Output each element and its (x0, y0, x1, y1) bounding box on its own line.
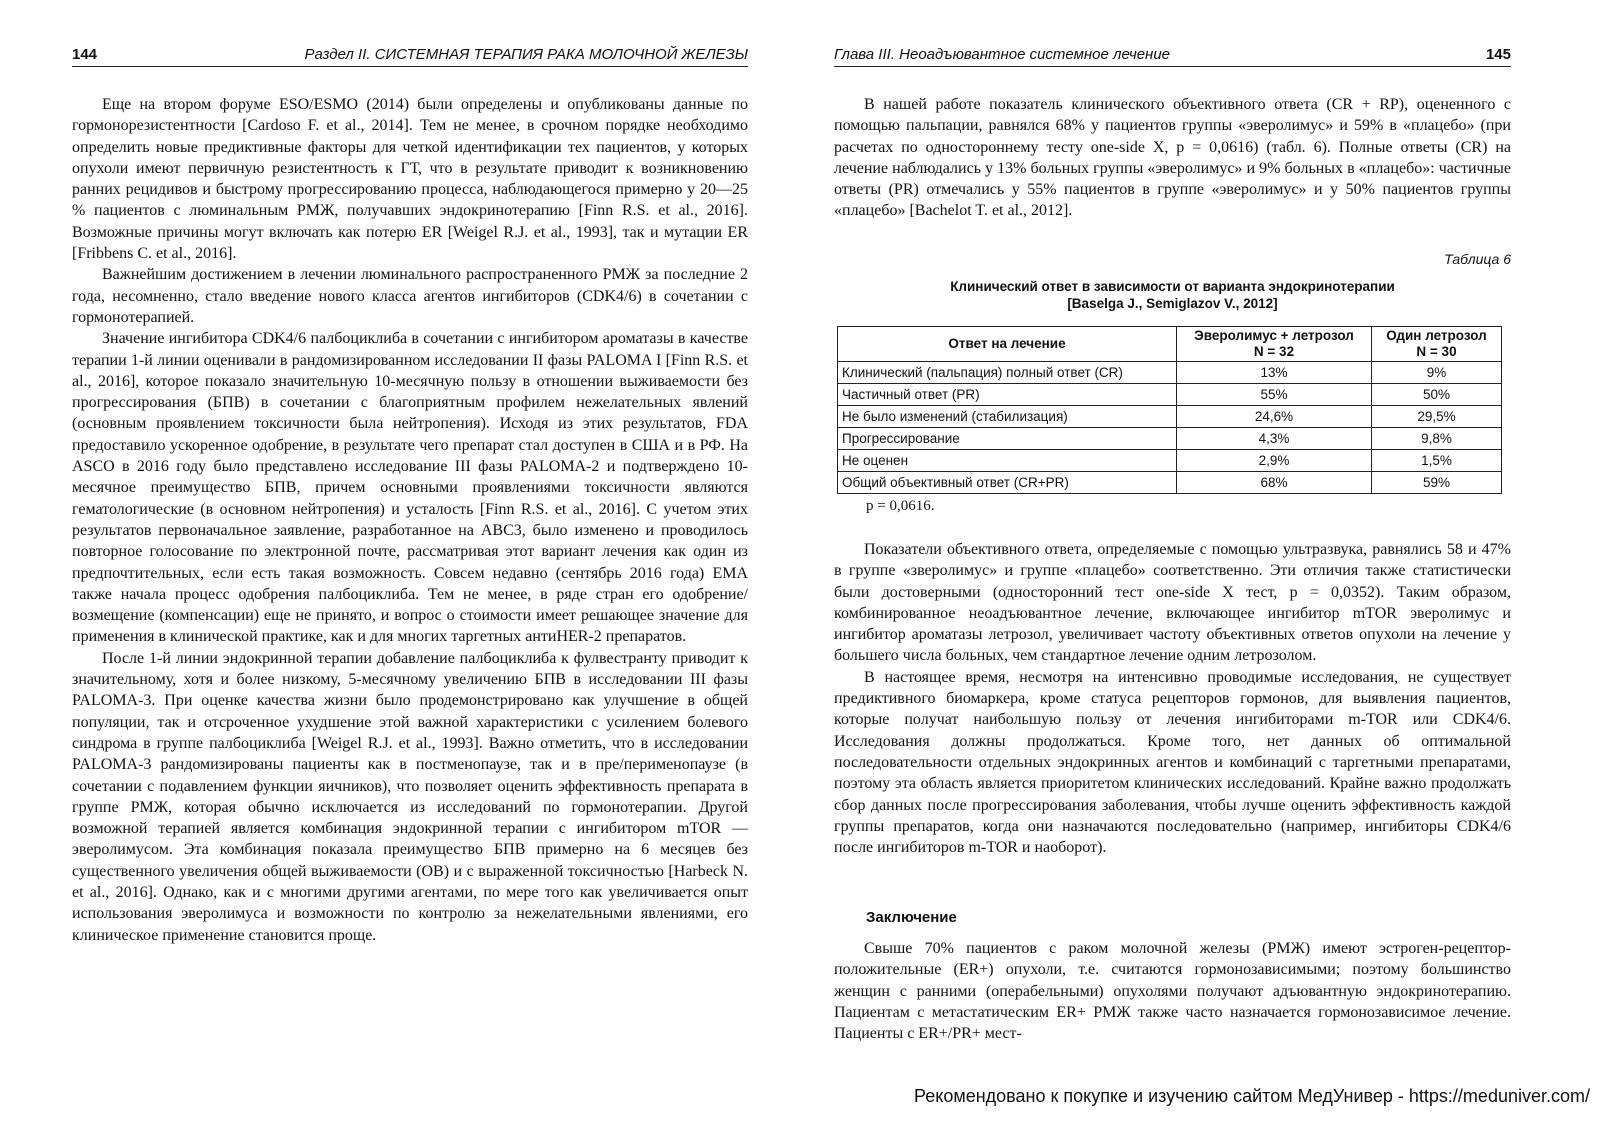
row-value-letrozole: 50% (1372, 384, 1502, 406)
row-value-everolimus: 2,9% (1177, 450, 1372, 472)
footer-recommendation: Рекомендовано к покупке и изучению сайтом МедУнивер - https://meduniver.com/ (914, 1086, 1590, 1106)
table-row (838, 450, 1502, 472)
header-letrozole-label: Один летрозол (1386, 328, 1487, 343)
table-row (838, 406, 1502, 428)
intro-text (834, 94, 1511, 222)
paragraph: Важнейшим достижением в лечении люминального распространенного РМЖ за последние 2 года, несомненно, стало введение нового класса агентов ингибиторов (CDK4/6) в сочетании с гормонотерапией. (72, 266, 748, 326)
paragraph: Показатели объективного ответа, определяемые с помощью ультразвука, равнялись 58 и 47% в группе «зверолимус» и группе «плацебо» соответственно. Эти отличия также статистически были достоверными (односторонний тест one-side X тест, p = 0,0352). Таким образом, комбинированное неоадъювантное лечение, включающее ингибитор mTOR эверолимус и ингибитор ароматазы летрозол, увеличивает частоту объективных ответов опухоли на лечение у большего числа больных, чем стандартное лечение одним летрозолом. (834, 541, 1511, 665)
row-value-letrozole: 1,5% (1372, 450, 1502, 472)
row-value-letrozole: 59% (1372, 472, 1502, 494)
header-letrozole-n: N = 30 (1416, 344, 1457, 359)
table-label: Таблица 6 (1444, 251, 1511, 267)
row-value-letrozole: 29,5% (1372, 406, 1502, 428)
header-rule (72, 66, 748, 67)
header-response: Ответ на лечение (838, 327, 1177, 362)
row-value-everolimus: 55% (1177, 384, 1372, 406)
paragraph: После 1-й линии эндокринной терапии добавление палбоциклиба к фулвестранту приводит к значительному, хотя и более низкому, 5-месячному увеличению БПВ в исследовании III фазы PALOMA-3. При оценке качества жизни было продемонстрировано как улучшение в общей популяции, так и отсроченное ухудшение этой важной характеристики с усилением болевого синдрома в группе палбоциклиба [Weigel R.J. et al., 1993]. Важно отметить, что в исследовании PALOMA-3 рандомизированы пациенты как в постменопаузе, так и в пре/перименопаузе (в сочетании с подавлением функции яичников), что позволяет оценить эффективность препарата в группе РМЖ, которая обычно исключается из исследований по гормонотерапии. Другой возможной терапией является комбинация эндокринной терапии с ингибитором mTOR — эверолимусом. Эта комбинация показала преимущество БПВ примерно на 6 месяцев без существенного увеличения общей выживаемости (ОВ) и с выраженной токсичностью [Harbeck N. et al., 2016]. Однако, как и с многими другими агентами, по мере того как увеличивается опыт использования эверолимуса и возможности по контролю за нежелательными явлениями, его клиническое применение становится проще. (72, 649, 748, 944)
table-title (834, 278, 1511, 312)
row-label: Прогрессирование (838, 428, 1177, 450)
paragraph: В нашей работе показатель клинического объективного ответа (CR + RP), оцененного с помощью пальпации, равнялся 68% у пациентов группы «эверолимус» и 59% в «плацебо» (при расчетах по одностороннему тесту one-side X, p = 0,0616) (табл. 6). Полные ответы (CR) на лечение наблюдались у 13% больных группы «эверолимус» и 9% больных в «плацебо»: частичные ответы (PR) отмечались у 55% пациентов в группе «эверолимус» и у 50% пациентов группы «плацебо» [Bachelot T. et al., 2012]. (834, 96, 1511, 220)
table-row (838, 384, 1502, 406)
table-row (838, 362, 1502, 384)
table-title-line: Клинический ответ в зависимости от варианта эндокринотерапии (950, 279, 1395, 294)
page-number: 144 (72, 46, 98, 63)
header-everolimus (1177, 327, 1372, 362)
paragraph: Свыше 70% пациентов с раком молочной железы (РМЖ) имеют эстроген-рецептор-положительные (ER+) опухоли, т.е. считаются гормонозависимыми; поэтому большинство женщин с ранними (операбельными) опухолями получают адъювантную эндокринотерапию. Пациентам с метастатическим ER+ РМЖ также часто назначается гормонозависимое лечение. Пациенты с ER+/PR+ мест- (834, 940, 1511, 1043)
row-value-letrozole: 9% (1372, 362, 1502, 384)
header-everolimus-label: Эверолимус + летрозол (1194, 328, 1354, 343)
row-label: Не оценен (838, 450, 1177, 472)
paragraph: Еще на втором форуме ESO/ESMO (2014) были определены и опубликованы данные по гормонорезистентности [Cardoso F. et al., 2014]. Тем не менее, в срочном порядке необходимо определить новые предиктивные факторы для четкой идентификации тех пациентов, у которых опухоли имеют первичную резистентность к ГТ, что в результате приводит к возникновению ранних рецидивов и быстрому прогрессированию процесса, наблюдающегося примерно у 20—25 % пациентов с люминальным РМЖ, получавших эндокринотерапию [Finn R.S. et al., 2016]. Возможные причины могут включать как потерю ER [Weigel R.J. et al., 1993], так и мутации ER [Fribbens C. et al., 2016]. (72, 96, 748, 263)
section-heading: Заключение (866, 909, 957, 926)
left-body (72, 94, 748, 946)
table-note: p = 0,0616. (866, 498, 935, 514)
row-label: Клинический (пальпация) полный ответ (CR) (838, 362, 1177, 384)
post-table-text (834, 539, 1511, 858)
paragraph: В настоящее время, несмотря на интенсивно проводимые исследования, не существует предиктивного биомаркера, кроме статуса рецепторов гормонов, для выявления пациентов, которые получат наибольшую пользу от лечения ингибиторами m-TOR или CDK4/6. Исследования должны продолжаться. Кроме того, нет данных об оптимальной последовательности отдельных эндокринных агентов и комбинаций с таргетными препаратами, поэтому эта область является приоритетом клинических исследований. Крайне важно продолжать сбор данных после прогрессирования заболевания, чтобы лучше оценить эффективность каждой группы препаратов, когда они назначаются последовательно (например, ингибиторы CDK4/6 после ингибиторов m-TOR и наоборот). (834, 668, 1511, 857)
table-row (838, 472, 1502, 494)
table-title-source: [Baselga J., Semiglazov V., 2012] (1067, 296, 1278, 311)
running-title: Глава III. Неоадъювантное системное лечение (834, 46, 1170, 63)
header-everolimus-n: N = 32 (1253, 344, 1295, 359)
page-number: 145 (1485, 46, 1511, 63)
right-page (834, 0, 1511, 1100)
left-page (72, 0, 748, 1100)
row-value-everolimus: 24,6% (1177, 406, 1372, 428)
running-title: Раздел II. СИСТЕМНАЯ ТЕРАПИЯ РАКА МОЛОЧНОЙ ЖЕЛЕЗЫ (304, 46, 748, 63)
paragraph: Значение ингибитора CDK4/6 палбоциклиба в сочетании с ингибитором ароматазы в качестве терапии 1-й линии оценивали в рандомизированном исследовании II фазы PALOMA I [Finn R.S. et al., 2016], которое показало значительную 10-месячную пользу в отношении выживаемости без прогрессирования (БПВ) в сочетании с благоприятным профилем нежелательных явлений (основным проявлением токсичности была нейтропения). Исходя из этих результатов, FDA предоставило ускоренное одобрение, в результате чего препарат стал доступен в США и в РФ. На ASCO в 2016 году было представлено исследование III фазы PALOMA-2 и подтверждено 10-месячное преимущество БПВ, причем основными проявлениями токсичности являются гематологические (в основном нейтропения) и усталость [Finn R.S. et al., 2016]. С учетом этих результатов первоначальное заявление, разработанное на ABC3, было изменено и проводилось повторное голосование по электронной почте, рассматривая этот вариант лечения как один из предпочтительных, если есть такая возможность. Совсем недавно (сентябрь 2016 года) EMA также начала процесс одобрения палбоциклиба. Тем не менее, в ряде стран его одобрение/возмещение (компенсации) еще не принято, и вопрос о стоимости имеет решающее значение для применения в клинической практике, как и для многих таргетных антиHER-2 препаратов. (72, 330, 748, 646)
row-value-everolimus: 13% (1177, 362, 1372, 384)
table-header-row (838, 327, 1502, 362)
row-label: Не было изменений (стабилизация) (838, 406, 1177, 428)
row-label: Частичный ответ (PR) (838, 384, 1177, 406)
row-value-letrozole: 9,8% (1372, 428, 1502, 450)
header-rule (834, 66, 1511, 67)
table-row (838, 428, 1502, 450)
row-value-everolimus: 4,3% (1177, 428, 1372, 450)
header-letrozole (1372, 327, 1502, 362)
conclusion-text (834, 938, 1511, 1044)
row-value-everolimus: 68% (1177, 472, 1372, 494)
row-label: Общий объективный ответ (CR+PR) (838, 472, 1177, 494)
response-table (837, 326, 1502, 494)
